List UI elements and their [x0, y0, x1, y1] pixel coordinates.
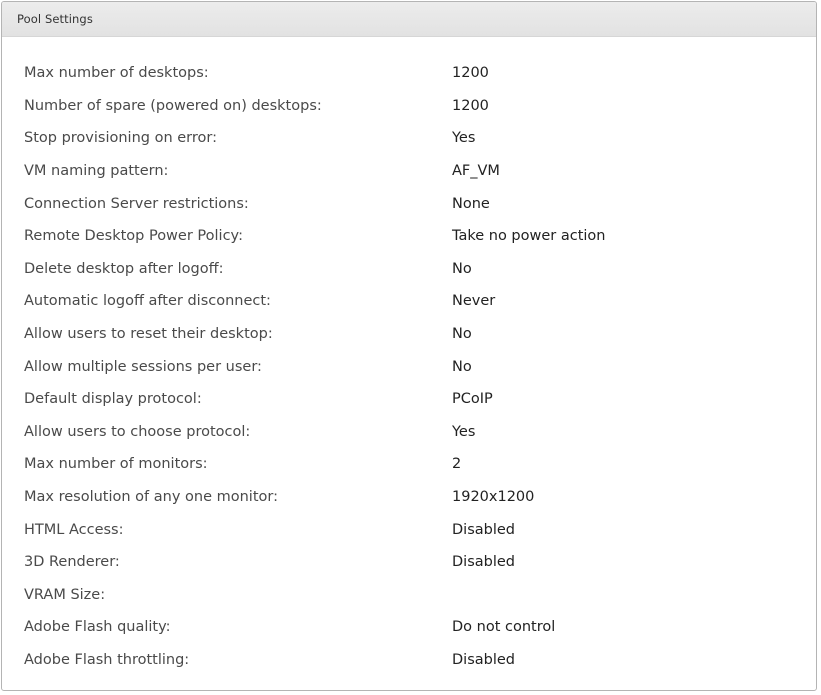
setting-row-connection-server-restrictions [24, 187, 804, 220]
setting-row-max-desktops [24, 57, 804, 90]
panel-title: Pool Settings [17, 12, 93, 26]
setting-value: 1200 [452, 65, 489, 82]
setting-value: No [452, 358, 472, 375]
setting-row-choose-protocol [24, 416, 804, 449]
setting-row-delete-after-logoff [24, 253, 804, 286]
setting-label: Max number of monitors: [24, 456, 208, 473]
setting-value: Take no power action [452, 228, 606, 245]
setting-row-power-policy [24, 220, 804, 253]
setting-row-multiple-sessions [24, 350, 804, 383]
panel-header [2, 2, 816, 37]
setting-row-flash-throttling [24, 644, 804, 677]
setting-value: Disabled [452, 554, 515, 571]
setting-label: 3D Renderer: [24, 554, 120, 571]
pool-settings-panel [1, 1, 817, 691]
setting-label: Remote Desktop Power Policy: [24, 228, 243, 245]
setting-row-html-access [24, 513, 804, 546]
setting-row-max-resolution [24, 481, 804, 514]
setting-label: Max number of desktops: [24, 65, 209, 82]
setting-label: Connection Server restrictions: [24, 195, 249, 212]
setting-row-3d-renderer [24, 546, 804, 579]
setting-label: Automatic logoff after disconnect: [24, 293, 271, 310]
setting-label: Allow multiple sessions per user: [24, 358, 262, 375]
setting-label: Allow users to choose protocol: [24, 423, 251, 440]
setting-label: Stop provisioning on error: [24, 130, 217, 147]
setting-row-vm-naming-pattern [24, 155, 804, 188]
setting-value: Disabled [452, 521, 515, 538]
setting-value: 1200 [452, 97, 489, 114]
setting-row-max-monitors [24, 448, 804, 481]
setting-row-vram-size [24, 579, 804, 612]
setting-label: Allow users to reset their desktop: [24, 326, 273, 343]
setting-label: Adobe Flash quality: [24, 619, 171, 636]
setting-row-spare-desktops [24, 90, 804, 123]
settings-list [24, 57, 804, 676]
setting-value: 2 [452, 456, 462, 473]
setting-row-stop-provisioning [24, 122, 804, 155]
setting-label: VM naming pattern: [24, 163, 169, 180]
setting-value: 1920x1200 [452, 489, 535, 506]
setting-label: Delete desktop after logoff: [24, 260, 224, 277]
setting-value: No [452, 326, 472, 343]
setting-value: Yes [452, 423, 476, 440]
setting-row-reset-desktop [24, 318, 804, 351]
setting-label: Max resolution of any one monitor: [24, 489, 278, 506]
setting-label: Default display protocol: [24, 391, 202, 408]
setting-label: HTML Access: [24, 521, 124, 538]
setting-value: Yes [452, 130, 476, 147]
setting-row-flash-quality [24, 611, 804, 644]
setting-label: Number of spare (powered on) desktops: [24, 97, 322, 114]
setting-row-auto-logoff [24, 285, 804, 318]
setting-value: AF_VM [452, 163, 500, 180]
setting-value: None [452, 195, 490, 212]
setting-label: VRAM Size: [24, 586, 106, 603]
setting-value: Disabled [452, 651, 515, 668]
setting-value: Never [452, 293, 496, 310]
setting-value: Do not control [452, 619, 556, 636]
setting-row-display-protocol [24, 383, 804, 416]
setting-label: Adobe Flash throttling: [24, 651, 190, 668]
setting-value: No [452, 260, 472, 277]
setting-value: PCoIP [452, 391, 493, 408]
